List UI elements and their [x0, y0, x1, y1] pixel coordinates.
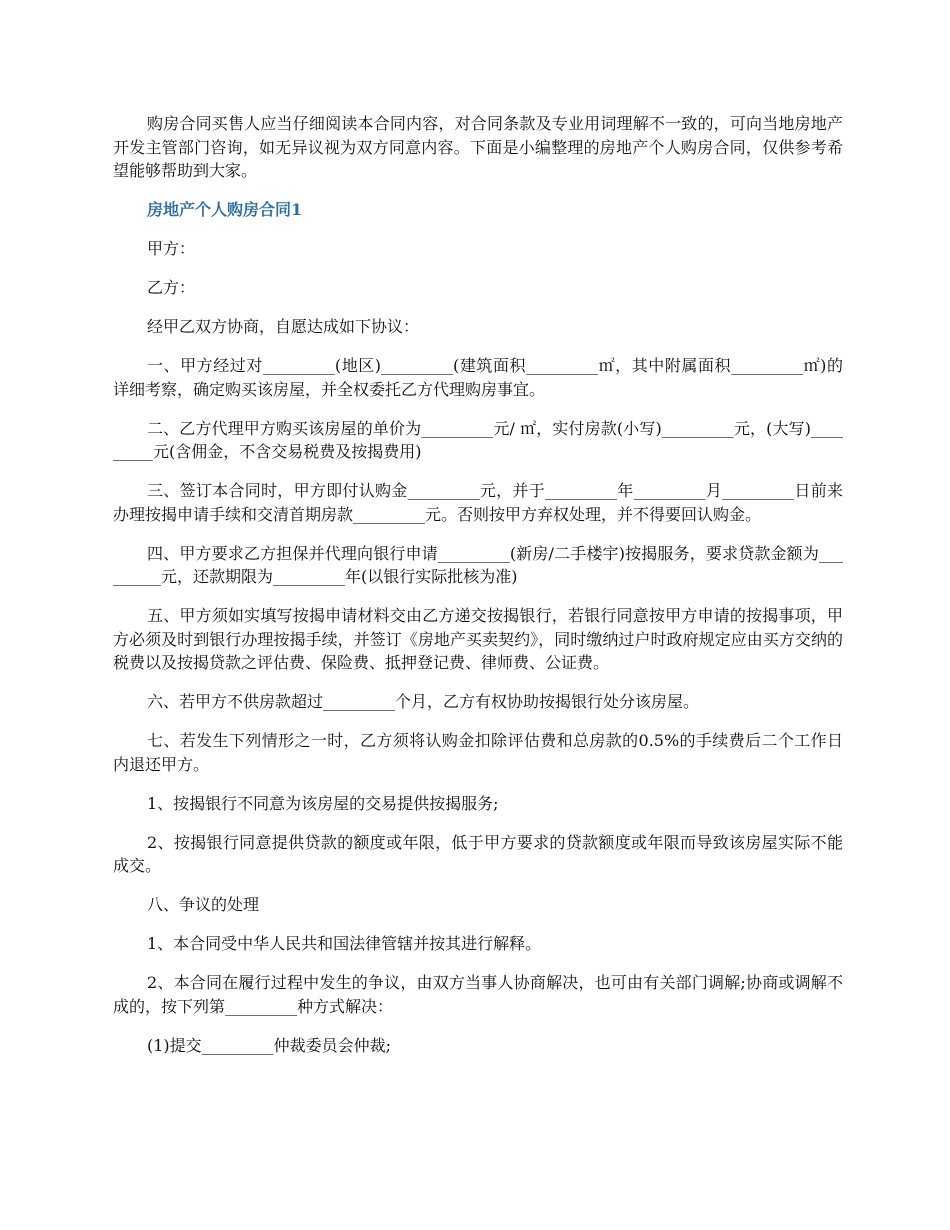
clause-2: 二、乙方代理甲方购买该房屋的单价为_________元/ ㎡，实付房款(小写)_________元，(大写)_________元(含佣金，不含交易税费及按揭费用) [113, 418, 843, 461]
party-a-line: 甲方： [147, 239, 196, 258]
intro-paragraph: 购房合同买售人应当仔细阅读本合同内容，对合同条款及专业用词理解不一致的，可向当地房地产开发主管部门咨询，如无异议视为双方同意内容。下面是小编整理的房地产个人购房合同，仅供参考希望能够帮助到大家。 [113, 114, 843, 180]
clause-1: 一、甲方经过对_________(地区)_________(建筑面积_________㎡，其中附属面积_________㎡)的详细考察，确定购买该房屋，并全权委托乙方代理购房事宜。 [113, 356, 843, 399]
contract-document [113, 112, 843, 1073]
clause-4: 四、甲方要求乙方担保并代理向银行申请_________(新房/二手楼宇)按揭服务，要求贷款金额为_________元，还款期限为_________年(以银行实际批核为准) [113, 543, 843, 586]
clause-7: 七、若发生下列情形之一时，乙方须将认购金扣除评估费和总房款的0.5%的手续费后二个工作日内退还甲方。 [113, 731, 843, 774]
clause-8-item-2: 2、本合同在履行过程中发生的争议，由双方当事人协商解决，也可由有关部门调解;协商或调解不成的，按下列第_________种方式解决： [113, 973, 843, 1016]
contract-heading: 房地产个人购房合同1 [147, 200, 303, 219]
clause-8: 八、争议的处理 [147, 895, 260, 914]
clause-7-item-1: 1、按揭银行不同意为该房屋的交易提供按揭服务; [147, 793, 499, 813]
clause-5: 五、甲方须如实填写按揭申请材料交由乙方递交按揭银行，若银行同意按甲方申请的按揭事项，甲方必须及时到银行办理按揭手续，并签订《房地产买卖契约》，同时缴纳过户时政府规定应由买方交纳的税费以及按揭贷款之评估费、保险费、抵押登记费、律师费、公证费。 [113, 606, 843, 672]
clause-3: 三、签订本合同时，甲方即付认购金_________元，并于_________年_________月_________日前来办理按揭申请手续和交清首期房款_________元。否则按甲方弃权处理，并不得要回认购金。 [113, 481, 843, 524]
clause-8-item-1: 1、本合同受中华人民共和国法律管辖并按其进行解释。 [147, 934, 542, 953]
clause-6: 六、若甲方不供房款超过_________个月，乙方有权协助按揭银行处分该房屋。 [147, 692, 700, 711]
party-b-line: 乙方： [147, 278, 196, 297]
clause-8-option-1: (1)提交_________仲裁委员会仲裁; [147, 1035, 392, 1055]
agreement-line: 经甲乙双方协商，自愿达成如下协议： [147, 317, 420, 336]
clause-7-item-2: 2、按揭银行同意提供贷款的额度或年限，低于甲方要求的贷款额度或年限而导致该房屋实际不能成交。 [113, 832, 843, 875]
